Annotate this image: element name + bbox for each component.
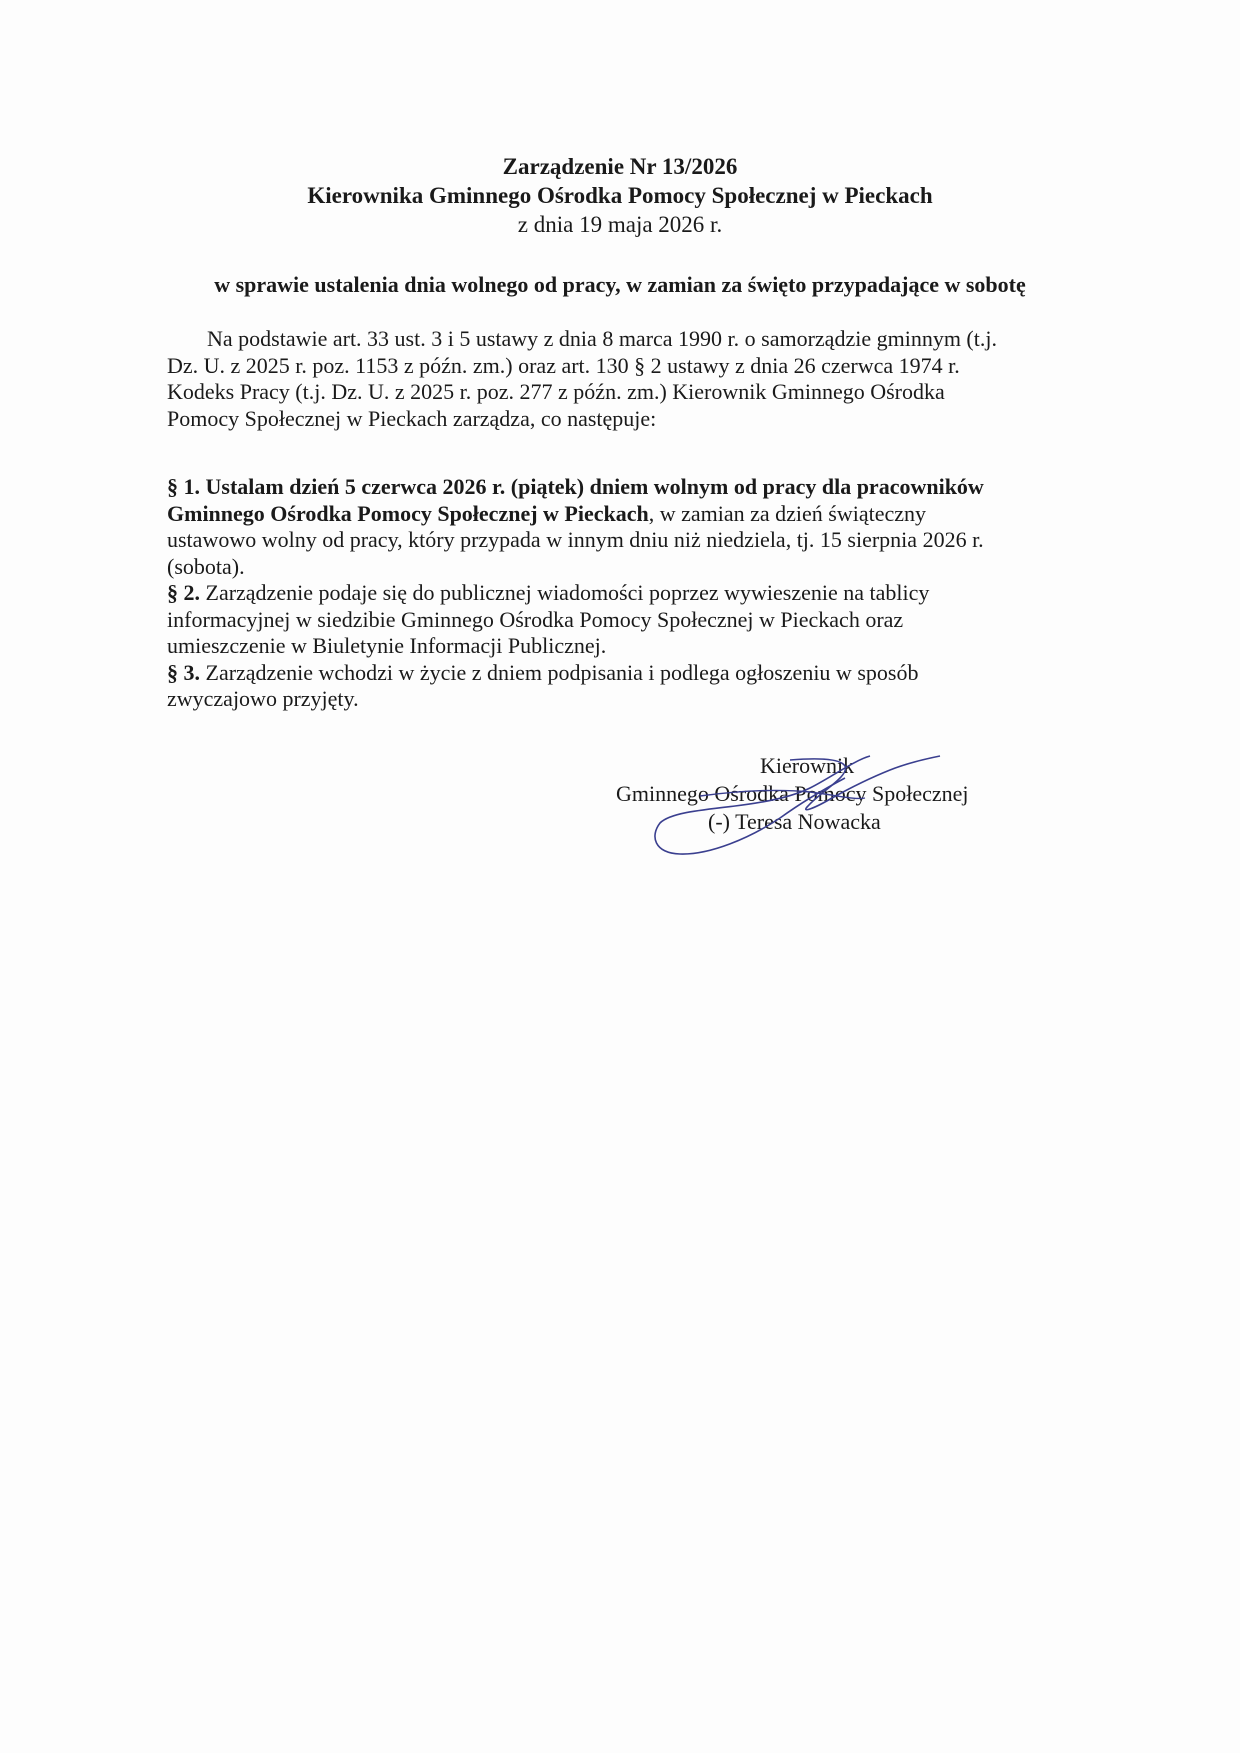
- paragraph-3-mark: § 3.: [167, 659, 200, 685]
- intro-line: Na podstawie art. 33 ust. 3 i 5 ustawy z dnia 8 marca 1990 r. o samorządzie gminnym (t.j.: [207, 326, 997, 351]
- document-subject: w sprawie ustalenia dnia wolnego od pracy, w zamian za święto przypadające w sobotę: [214, 272, 1026, 297]
- paragraph-1: [167, 474, 1097, 580]
- paragraph-2-text: Zarządzenie podaje się do publicznej wiadomości poprzez wywieszenie na tablicy: [200, 580, 930, 605]
- paragraph-3-text: Zarządzenie wchodzi w życie z dniem podpisania i podlega ogłoszeniu w sposób: [200, 659, 919, 685]
- intro-line: Kodeks Pracy (t.j. Dz. U. z 2025 r. poz. 277 z późn. zm.) Kierownik Gminnego Ośrodka: [167, 379, 945, 404]
- paragraph-2-line: [167, 580, 1097, 607]
- paragraph-2: [167, 580, 1097, 660]
- paragraph-1-line: [167, 501, 1097, 528]
- paragraph-1-line: § 1. Ustalam dzień 5 czerwca 2026 r. (piątek) dniem wolnym od pracy dla pracowników: [167, 474, 984, 499]
- paragraph-2-line: informacyjnej w siedzibie Gminnego Ośrodka Pomocy Społecznej w Pieckach oraz: [167, 606, 904, 632]
- intro-line: Pomocy Społecznej w Pieckach zarządza, co następuje:: [167, 405, 657, 431]
- paragraph-3: [167, 660, 1097, 713]
- paragraph-3-line: [167, 660, 1097, 687]
- paragraph-2-line: umieszczenie w Biuletynie Informacji Publicznej.: [167, 633, 607, 658]
- signature-name: (-) Teresa Nowacka: [708, 809, 881, 834]
- paragraph-1-line: ustawowo wolny od pracy, który przypada w innym dniu niż niedziela, tj. 15 sierpnia 2026 r.: [167, 527, 984, 552]
- paragraph-3-line: zwyczajowo przyjęty.: [167, 686, 359, 711]
- signature-role: Kierownik: [760, 753, 855, 778]
- signature-stroke: [790, 756, 940, 810]
- paragraph-1-bold: Gminnego Ośrodka Pomocy Społecznej w Pieckach: [167, 500, 649, 526]
- paragraph-1-text: , w zamian za dzień świąteczny: [648, 500, 927, 526]
- handwritten-signature: [640, 748, 960, 868]
- signature-stroke: [655, 756, 870, 854]
- document-heading: [0, 152, 1240, 239]
- intro-line: Dz. U. z 2025 r. poz. 1153 z późn. zm.) oraz art. 130 § 2 ustawy z dnia 26 czerwca 1974 r.: [167, 352, 960, 378]
- document-date: z dnia 19 maja 2026 r.: [517, 212, 723, 237]
- intro-paragraph: [167, 326, 1097, 432]
- paragraph-1-line: (sobota).: [167, 553, 245, 579]
- document-title: Zarządzenie Nr 13/2026: [502, 154, 738, 179]
- signature-institution: Gminnego Ośrodka Pomocy Społecznej: [616, 781, 969, 806]
- paragraphs: [167, 474, 1097, 713]
- paragraph-2-mark: § 2.: [167, 580, 200, 605]
- document-issuer: Kierownika Gminnego Ośrodka Pomocy Społecznej w Pieckach: [307, 183, 933, 208]
